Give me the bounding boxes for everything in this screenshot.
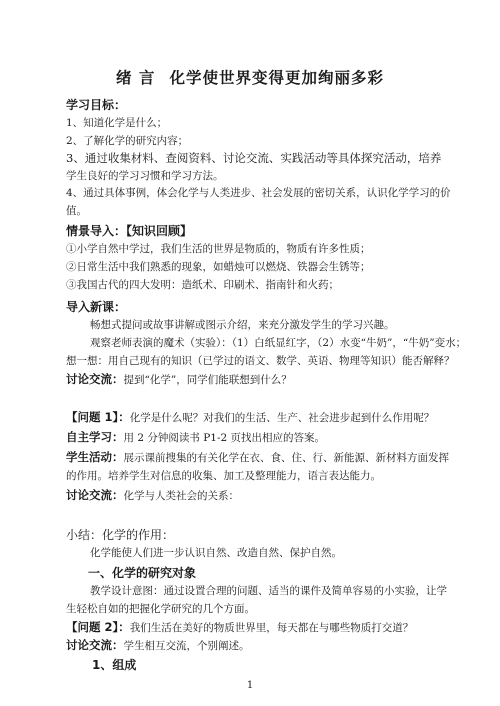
intro-discuss-text: 提到“化学”，同学们能联想到什么？ [123, 374, 292, 386]
question-2 [66, 620, 446, 635]
q1-discuss-label: 讨论交流： [66, 488, 124, 502]
student-activity-cont: 的作用。培养学生对信息的收集、加工及整理能力，语言表达能力。 [66, 470, 381, 482]
student-activity-label: 学生活动： [66, 450, 124, 464]
intro-line-1: 畅想式提问或故事讲解或图示介绍，来充分激发学生的学习兴趣。 [90, 319, 395, 331]
design-intent-1: 教学设计意图：通过设置合理的问题、适当的课件及简单容易的小实验，让学 [90, 585, 447, 597]
self-study [66, 430, 446, 445]
page-number: 1 [246, 680, 254, 691]
q1-discuss-text: 化学与人类社会的关系： [123, 490, 239, 502]
intro-line-2: 观察老师表演的魔术（实验）：（1）白纸显红字，（2）水变“牛奶”，“牛奶”变水； [90, 337, 467, 349]
objective-item-4-cont: 值。 [66, 205, 87, 217]
question-1-text: 化学是什么呢？对我们的生活、生产、社会进步起到什么作用呢？ [129, 412, 435, 424]
section-1-discuss-text: 学生相互交流，个别阐述。 [123, 640, 250, 652]
sub-heading-composition: 1、组成 [92, 658, 137, 672]
summary-heading: 小结：化学的作用： [66, 528, 175, 542]
question-2-text: 我们生活在美好的物质世界里，每天都在与哪些物质打交道？ [129, 622, 414, 634]
question-1 [66, 410, 446, 425]
question-2-label: 【问题 2】： [66, 620, 130, 634]
intro-line-3: 想一想：用自己现有的知识（已学过的语文、数学、英语、物理等知识）能否解释？ [66, 355, 455, 367]
title-main: 化学使世界变得更加绚丽多彩 [169, 69, 384, 87]
student-activity-text: 展示课前搜集的有关化学在衣、食、住、行、新能源、新材料方面发挥 [123, 452, 449, 464]
intro-discuss [66, 372, 446, 387]
section-1-heading: 一、化学的研究对象 [88, 566, 197, 580]
q1-discuss [66, 488, 446, 503]
title-prefix: 绪 言 [116, 69, 156, 87]
page-title [0, 66, 500, 88]
objective-item-2: 2、了解化学的研究内容； [66, 135, 189, 147]
design-intent-2: 生轻松自如的把握化学研究的几个方面。 [66, 603, 255, 615]
situation-item-1: ①小学自然中学过，我们生活的世界是物质的，物质有许多性质； [66, 243, 371, 255]
situation-heading: 情景导入：【知识回顾】 [66, 224, 193, 238]
objective-item-3-cont: 学生良好的学习习惯和学习方法。 [66, 170, 224, 182]
situation-item-3: ③我国古代的四大发明：造纸术、印刷术、指南针和火药； [66, 279, 339, 291]
section-1-discuss-label: 讨论交流： [66, 638, 124, 652]
objective-item-4: 4、通过具体事例，体会化学与人类进步、社会发展的密切关系，认识化学学习的价 [66, 187, 451, 199]
objective-item-1: 1、知道化学是什么； [66, 117, 168, 129]
intro-discuss-label: 讨论交流： [66, 372, 124, 386]
self-study-text: 用 2 分钟阅读书 P1-2 页找出相应的答案。 [123, 432, 326, 444]
summary-text: 化学能使人们进一步认识自然、改造自然、保护自然。 [90, 547, 342, 559]
intro-heading: 导入新课： [66, 300, 127, 314]
question-1-label: 【问题 1】： [66, 410, 130, 424]
student-activity [66, 450, 449, 465]
objectives-heading: 学习目标： [66, 98, 127, 112]
section-1-discuss [66, 638, 446, 653]
objective-item-3: 3、通过收集材料、查阅资料、讨论交流、实践活动等具体探究活动，培养 [66, 151, 442, 165]
situation-item-2: ②日常生活中我们熟悉的现象，如蜡烛可以燃烧、铁器会生锈等； [66, 261, 371, 273]
self-study-label: 自主学习： [66, 430, 124, 444]
